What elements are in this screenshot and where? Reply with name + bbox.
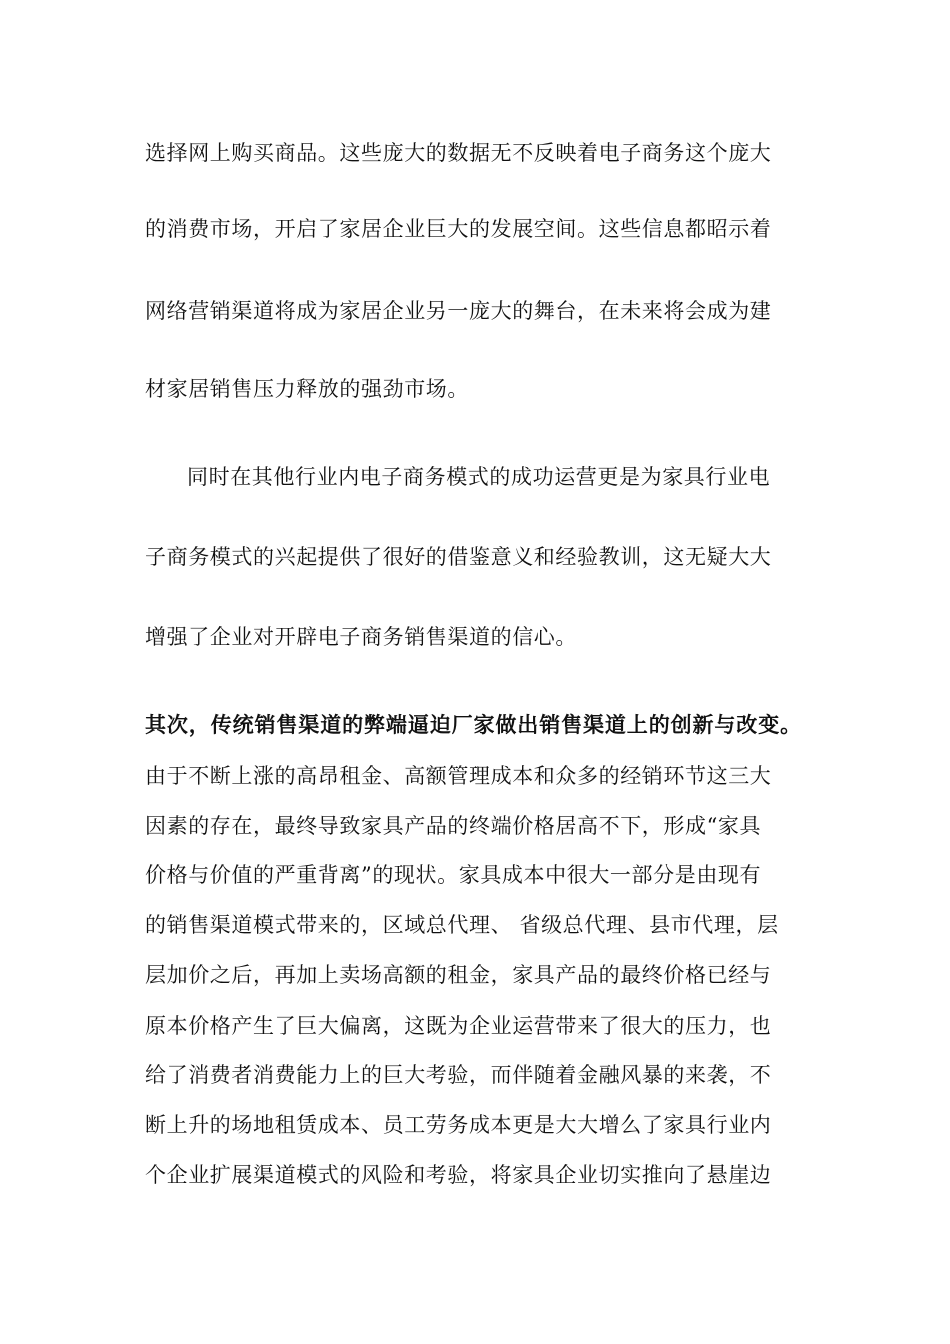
section-line-1: 由于不断上涨的高昂租金、高额管理成本和众多的经销环节这三大 (145, 764, 772, 788)
section-line-3: 价格与价值的严重背离”的现状。家具成本中很大一部分是由现有 (145, 863, 762, 887)
paragraph1-line-1: 选择网上购买商品。这些庞大的数据无不反映着电子商务这个庞大 (145, 141, 772, 165)
section-line-6: 原本价格产生了巨大偏离，这既为企业运营带来了很大的压力，也 (145, 1014, 772, 1038)
section-heading: 其次，传统销售渠道的弊端逼迫厂家做出销售渠道上的创新与改变。 (145, 712, 802, 737)
section-line-5: 层加价之后，再加上卖场高额的租金，家具产品的最终价格已经与 (145, 963, 772, 987)
section-line-2: 因素的存在，最终导致家具产品的终端价格居高不下，形成“家具 (145, 814, 762, 838)
paragraph1-line-2: 的消费市场，开启了家居企业巨大的发展空间。这些信息都昭示着 (145, 217, 772, 241)
paragraph2-line-1: 同时在其他行业内电子商务模式的成功运营更是为家具行业电 (187, 465, 771, 489)
section-line-8: 断上升的场地租赁成本、员工劳务成本更是大大增么了家具行业内 (145, 1113, 772, 1137)
paragraph1-line-4: 材家居销售压力释放的强劲市场。 (145, 377, 469, 401)
section-line-7: 给了消费者消费能力上的巨大考验，而伴随着金融风暴的来袭，不 (145, 1063, 772, 1087)
paragraph1-line-3: 网络营销渠道将成为家居企业另一庞大的舞台，在未来将会成为建 (145, 299, 772, 323)
section-line-9: 个企业扩展渠道模式的风险和考验，将家具企业切实推向了悬崖边 (145, 1163, 772, 1187)
section-line-4: 的销售渠道模式带来的，区域总代理、 省级总代理、县市代理，层 (145, 913, 779, 937)
paragraph2-line-2: 子商务模式的兴起提供了很好的借鉴意义和经验教训，这无疑大大 (145, 545, 772, 569)
paragraph2-line-3: 增强了企业对开辟电子商务销售渠道的信心。 (145, 625, 577, 649)
